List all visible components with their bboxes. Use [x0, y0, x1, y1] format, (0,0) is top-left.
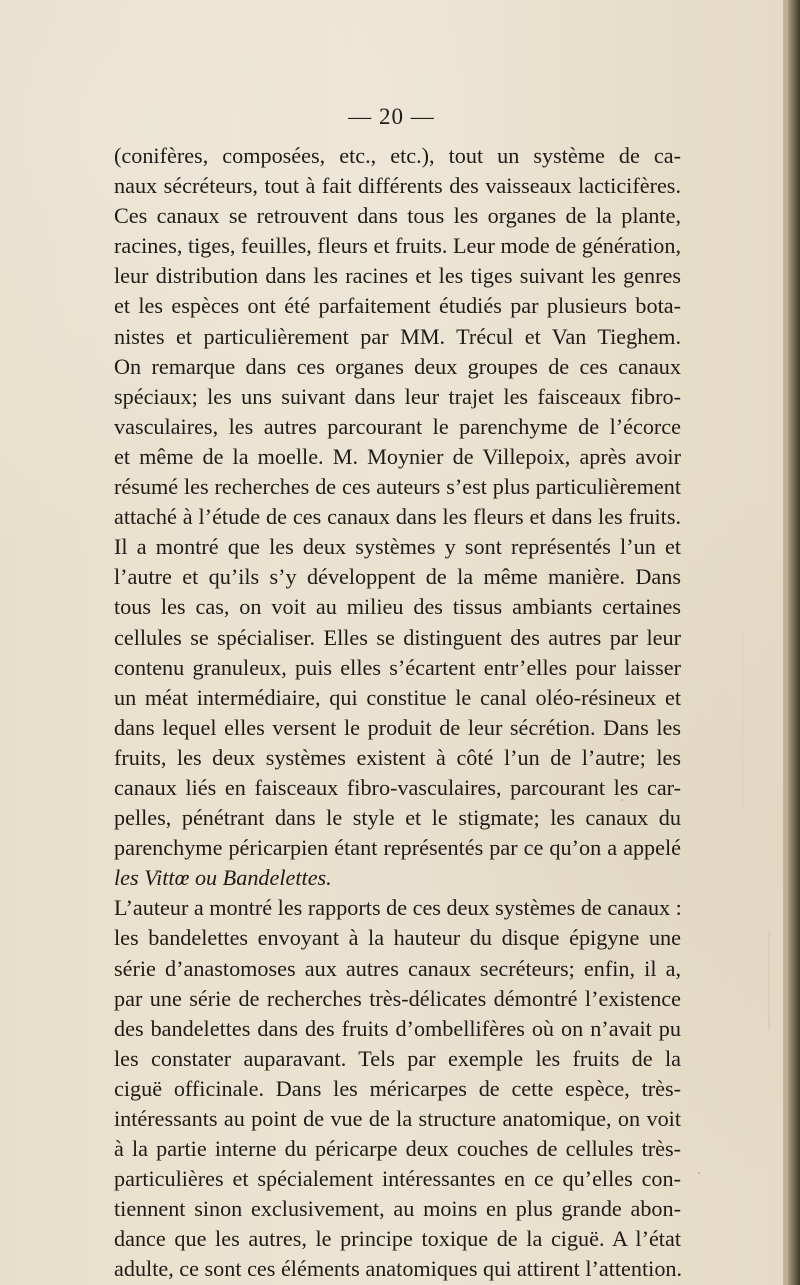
page-edge: [783, 0, 800, 1285]
text-line: et même de la moelle. M. Moynier de Villepoix, après avoir: [114, 443, 681, 469]
text-line: par une série de recherches très-délicates démontré l’existence: [114, 985, 681, 1011]
text-line: série d’anastomoses aux autres canaux secréteurs; enfin, il a,: [114, 955, 681, 981]
text-line: canaux liés en faisceaux fibro-vasculaires, parcourant les car-: [114, 774, 681, 800]
text-line: (conifères, composées, etc., etc.), tout un système de ca-: [114, 143, 681, 168]
text-line: dans lequel elles versent le produit de leur sécrétion. Dans les: [114, 714, 681, 740]
text-line: particulières et spécialement intéressantes en ce qu’elles con-: [114, 1166, 681, 1192]
text-line: Il a montré que les deux systèmes y sont représentés l’un et: [114, 534, 681, 560]
text-line: nistes et particulièrement par MM. Trécul et Van Tieghem.: [114, 323, 681, 349]
text-line: à la partie interne du péricarpe deux couches de cellules très-: [114, 1136, 681, 1162]
text-line: l’autre et qu’ils s’y développent de la même manière. Dans: [114, 564, 681, 590]
text-line: les Vittœ ou Bandelettes.: [114, 865, 332, 891]
text-line: adulte, ce sont ces éléments anatomiques qui attirent l’attention.: [114, 1256, 683, 1282]
text-line: On remarque dans ces organes deux groupes de ces canaux: [114, 353, 681, 379]
text-line: naux sécréteurs, tout à fait différents des vaisseaux lacticifères.: [114, 173, 681, 199]
paper-crease: [742, 630, 743, 810]
text-line: vasculaires, les autres parcourant le parenchyme de l’écorce: [114, 413, 681, 439]
text-line: un méat intermédiaire, qui constitue le canal oléo-résineux et: [114, 684, 681, 710]
page-text: [114, 141, 681, 1285]
text-line: leur distribution dans les racines et les tiges suivant les genres: [114, 263, 681, 289]
text-line: tous les cas, on voit au milieu des tissus ambiants certaines: [114, 594, 681, 620]
text-line: pelles, pénétrant dans le style et le stigmate; les canaux du: [114, 805, 681, 831]
text-line: attaché à l’étude de ces canaux dans les fleurs et dans les fruits.: [114, 504, 681, 530]
text-line: des bandelettes dans des fruits d’ombellifères où on n’avait pu: [114, 1015, 681, 1041]
text-line: racines, tiges, feuilles, fleurs et fruits. Leur mode de génération,: [114, 233, 681, 259]
text-line: spéciaux; les uns suivant dans leur trajet les faisceaux fibro-: [114, 383, 681, 409]
text-line: intéressants au point de vue de la structure anatomique, on voit: [114, 1106, 681, 1131]
text-line: résumé les recherches de ces auteurs s’est plus particulièrement: [114, 474, 681, 500]
paper-crease: [768, 930, 770, 1030]
text-line: parenchyme péricarpien étant représentés par ce qu’on a appelé: [114, 835, 681, 861]
paper-speck: [698, 1172, 700, 1174]
text-line: et les espèces ont été parfaitement étudiés par plusieurs bota-: [114, 293, 681, 319]
text-line: tiennent sinon exclusivement, au moins en plus grande abon-: [114, 1196, 681, 1222]
text-line: contenu granuleux, puis elles s’écartent entr’elles pour laisser: [114, 654, 681, 680]
text-line: cellules se spécialiser. Elles se distinguent des autres par leur: [114, 624, 681, 650]
page-number: — 20 —: [348, 104, 435, 129]
text-line: fruits, les deux systèmes existent à côté l’un de l’autre; les: [114, 744, 681, 770]
text-line: L’auteur a montré les rapports de ces deux systèmes de canaux :: [114, 895, 682, 921]
text-line: dance que les autres, le principe toxique de la ciguë. A l’état: [114, 1226, 681, 1252]
text-line: les bandelettes envoyant à la hauteur du disque épigyne une: [114, 925, 681, 951]
text-line: les constater auparavant. Tels par exemple les fruits de la: [114, 1045, 681, 1071]
text-line: ciguë officinale. Dans les méricarpes de cette espèce, très-: [114, 1075, 681, 1101]
text-line: Ces canaux se retrouvent dans tous les organes de la plante,: [114, 203, 681, 229]
